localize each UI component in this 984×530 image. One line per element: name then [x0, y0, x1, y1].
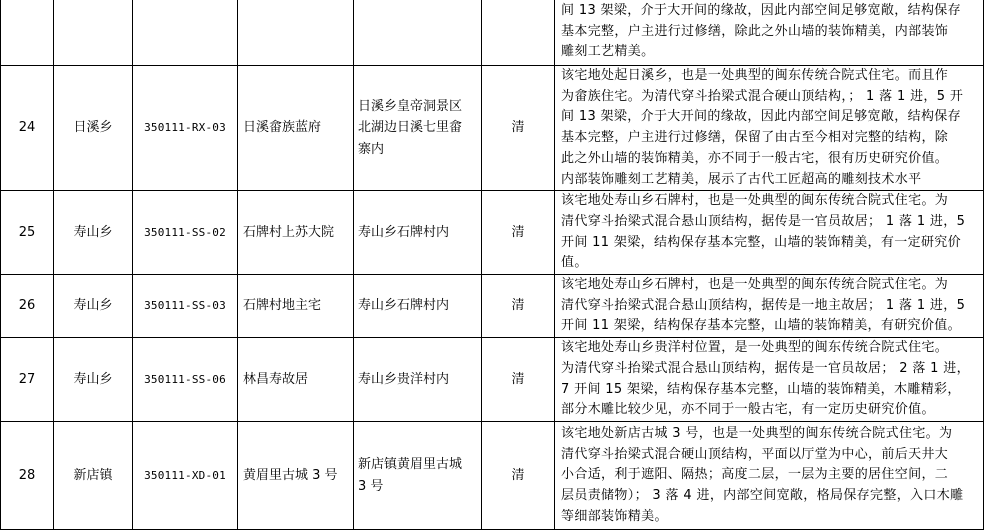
location-cell — [354, 66, 482, 191]
description-cell — [555, 191, 984, 275]
dynasty-cell: 清 — [482, 66, 555, 191]
description-line: 小合适，利于遮阳、隔热；高度二层，一层为主要的居住空间，二 — [561, 467, 949, 483]
township-cell: 寿山乡 — [54, 338, 133, 422]
township-cell: 新店镇 — [54, 422, 133, 530]
table-row — [1, 275, 984, 338]
table-row — [1, 191, 984, 275]
township-cell: 寿山乡 — [54, 275, 133, 338]
description-line: 基本完整，户主进行过修缮，除此之外山墙的装饰精美，内部装饰 — [561, 23, 949, 39]
dynasty-cell: 清 — [482, 191, 555, 275]
location-line: 日溪乡皇帝洞景区 — [358, 98, 463, 114]
row-index: 24 — [1, 66, 54, 191]
description-line: 层员责储物）； 3 落 4 进，内部空间宽敞，格局保存完整，入口木雕 — [561, 487, 964, 503]
name-cell: 石牌村上苏大院 — [238, 191, 354, 275]
description-line: 该宅地处新店古城 3 号，也是一处典型的闽东传统合院式住宅。为 — [561, 425, 953, 441]
description-line: 此之外山墙的装饰精美，亦不同于一般古宅，很有历史研究价值。 — [561, 150, 949, 166]
description-line: 该宅地处寿山乡贵洋村位置，是一处典型的闽东传统合院式住宅。 — [561, 340, 949, 356]
description-cell — [555, 275, 984, 338]
location-cell — [354, 191, 482, 275]
location-cell — [354, 275, 482, 338]
name-cell: 林昌寿故居 — [238, 338, 354, 422]
description-line: 开间 11 架梁，结构保存基本完整，山墙的装饰精美，有一定研究价 — [561, 234, 962, 250]
name-cell: 黄眉里古城 3 号 — [238, 422, 354, 530]
description-cell — [555, 338, 984, 422]
township-cell — [54, 0, 133, 66]
location-line: 寨内 — [358, 141, 385, 157]
description-line: 该宅地处寿山乡石牌村，也是一处典型的闽东传统合院式住宅。为 — [561, 193, 949, 209]
code-cell: 350111-SS-03 — [133, 275, 238, 338]
description-line: 开间 11 架梁，结构保存基本完整，山墙的装饰精美，有研究价值。 — [561, 318, 962, 334]
code-cell: 350111-RX-03 — [133, 66, 238, 191]
township-cell: 寿山乡 — [54, 191, 133, 275]
dynasty-cell: 清 — [482, 338, 555, 422]
location-line: 北湖边日溪七里畲 — [358, 120, 463, 136]
row-index: 25 — [1, 191, 54, 275]
description-cell — [555, 66, 984, 191]
description-line: 清代穿斗抬梁式混合悬山顶结构，据传是一官员故居； 1 落 1 进，5 — [561, 213, 966, 229]
description-line: 清代穿斗抬梁式混合悬山顶结构，据传是一地主故居； 1 落 1 进，5 — [561, 297, 966, 313]
dynasty-cell — [482, 0, 555, 66]
code-cell: 350111-SS-06 — [133, 338, 238, 422]
description-line: 为清代穿斗抬梁式混合悬山顶结构，据传是一官员故居； 2 落 1 进， — [561, 360, 970, 376]
row-index — [1, 0, 54, 66]
code-cell — [133, 0, 238, 66]
location-line: 3 号 — [358, 478, 384, 494]
description-line: 值。 — [561, 255, 588, 271]
location-cell — [354, 0, 482, 66]
description-line: 基本完整，户主进行过修缮，保留了由古至今相对完整的结构，除 — [561, 130, 949, 146]
description-line: 间 13 架梁，介于大开间的缘故，因此内部空间足够宽敞，结构保存 — [561, 109, 962, 125]
table-row — [1, 0, 984, 66]
description-line: 内部装饰雕刻工艺精美，展示了古代工匠超高的雕刻技术水平 — [561, 171, 922, 187]
location-line: 新店镇黄眉里古城 — [358, 457, 463, 473]
description-line: 部分木雕比较少见，亦不同于一般古宅，有一定历史研究价值。 — [561, 402, 935, 418]
code-cell: 350111-SS-02 — [133, 191, 238, 275]
description-line: 雕刻工艺精美。 — [561, 44, 655, 60]
description-line: 为畲族住宅。为清代穿斗抬梁式混合硬山顶结构，； 1 落 1 进，5 开 — [561, 88, 964, 104]
location-cell — [354, 422, 482, 530]
dynasty-cell: 清 — [482, 275, 555, 338]
row-index: 28 — [1, 422, 54, 530]
description-line: 等细部装饰精美。 — [561, 508, 668, 524]
location-line: 寿山乡贵洋村内 — [358, 371, 450, 387]
row-index: 27 — [1, 338, 54, 422]
location-line: 寿山乡石牌村内 — [358, 224, 450, 240]
township-cell: 日溪乡 — [54, 66, 133, 191]
name-cell: 日溪畲族蓝府 — [238, 66, 354, 191]
dynasty-cell: 清 — [482, 422, 555, 530]
location-cell — [354, 338, 482, 422]
table-row — [1, 66, 984, 191]
code-cell: 350111-XD-01 — [133, 422, 238, 530]
description-cell — [555, 422, 984, 530]
description-line: 该宅地处起日溪乡，也是一处典型的闽东传统合院式住宅。而且作 — [561, 68, 949, 83]
table-row — [1, 338, 984, 422]
description-line: 该宅地处寿山乡石牌村，也是一处典型的闽东传统合院式住宅。为 — [561, 277, 949, 293]
description-cell — [555, 0, 984, 66]
table-row — [1, 422, 984, 530]
row-index: 26 — [1, 275, 54, 338]
name-cell: 石牌村地主宅 — [238, 275, 354, 338]
name-cell — [238, 0, 354, 66]
description-line: 间 13 架梁，介于大开间的缘故，因此内部空间足够宽敞，结构保存 — [561, 2, 962, 18]
location-line: 寿山乡石牌村内 — [358, 298, 450, 314]
description-line: 清代穿斗抬梁式混合硬山顶结构，平面以厅堂为中心，前后天井大 — [561, 446, 949, 462]
description-line: 7 开间 15 架梁，结构保存基本完整，山墙的装饰精美，木雕精彩， — [561, 381, 961, 397]
